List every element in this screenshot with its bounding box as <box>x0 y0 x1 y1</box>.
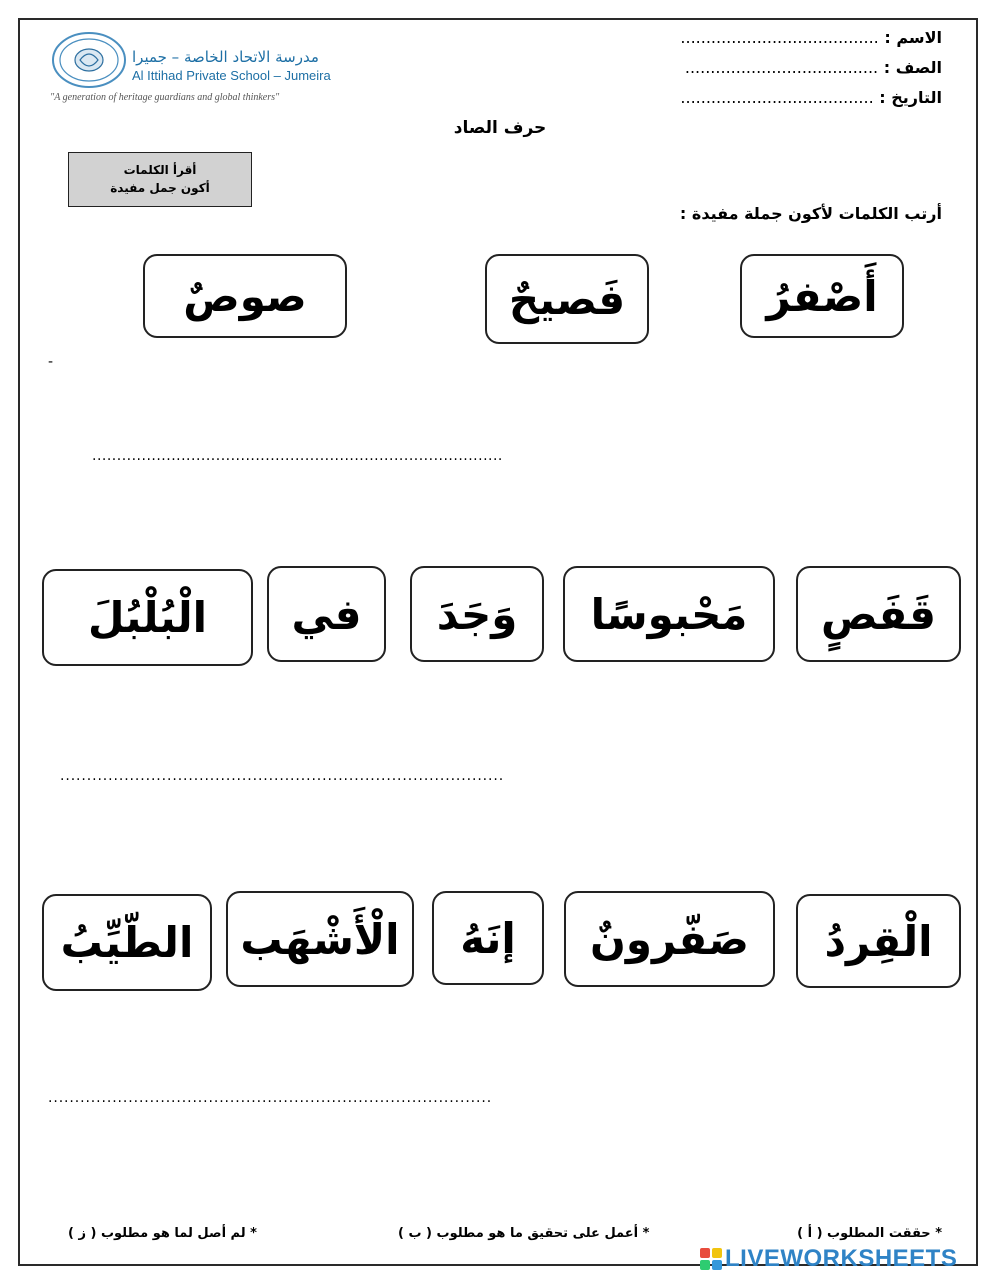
word-card[interactable]: الْبُلْبُلَ <box>42 569 253 666</box>
objectives-box <box>68 152 252 207</box>
name-dots: ....................................... <box>680 28 879 47</box>
rating-c: * لم أصل لما هو مطلوب ( ز ) <box>68 1226 257 1241</box>
word-card[interactable]: في <box>267 566 386 662</box>
liveworksheets-logo-icon <box>700 1248 722 1270</box>
word-card[interactable]: وَجَدَ <box>410 566 544 662</box>
page-title: حرف الصاد <box>453 118 547 138</box>
word-card[interactable]: قَفَصٍ <box>796 566 961 662</box>
brand-text: LIVEWORKSHEETS <box>725 1245 958 1272</box>
rating-b: * أعمل على تحقيق ما هو مطلوب ( ب ) <box>398 1226 650 1241</box>
rating-a: * حققت المطلوب ( أ ) <box>797 1226 942 1241</box>
word-card[interactable]: الْقِردُ <box>796 894 961 988</box>
word-card[interactable]: فَصيحٌ <box>485 254 649 344</box>
name-field[interactable] <box>680 28 942 47</box>
answer-line-1-dots: ................................................................................... <box>92 448 503 464</box>
school-name-arabic: مدرسة الاتحاد الخاصة – جميرا <box>132 48 319 66</box>
word-card[interactable]: الْأَشْهَب <box>226 891 414 987</box>
school-name-english: Al Ittihad Private School – Jumeira <box>132 68 331 83</box>
word-card[interactable]: الطّيِّبُ <box>42 894 212 991</box>
word-card[interactable]: إنَهُ <box>432 891 544 985</box>
objective-1: أقرأ الكلمات <box>123 163 197 177</box>
answer-line-2-dots: ................................................................................... <box>60 768 505 784</box>
objective-2: أكون جمل مفيدة <box>110 181 210 195</box>
word-card[interactable]: صوصٌ <box>143 254 347 338</box>
date-dots: ...................................... <box>680 88 874 107</box>
name-label: الاسم : <box>884 28 942 47</box>
word-card[interactable]: أَصْفرُ <box>740 254 904 338</box>
class-label: الصف : <box>883 58 942 77</box>
answer-line-3-dots: ................................................................................... <box>48 1090 493 1106</box>
instruction-text: أرتب الكلمات لأكون جملة مفيدة : <box>679 204 942 223</box>
stray-dash: - <box>48 354 54 370</box>
word-card[interactable]: مَحْبوسًا <box>563 566 775 662</box>
school-logo-icon <box>50 30 128 90</box>
class-field[interactable] <box>685 58 942 77</box>
word-card[interactable]: صَفّرونٌ <box>564 891 775 987</box>
date-label: التاريخ : <box>879 88 942 107</box>
date-field[interactable] <box>680 88 942 107</box>
liveworksheets-brand <box>700 1245 957 1273</box>
school-motto: "A generation of heritage guardians and global thinkers" <box>50 92 280 103</box>
class-dots: ...................................... <box>684 58 879 77</box>
